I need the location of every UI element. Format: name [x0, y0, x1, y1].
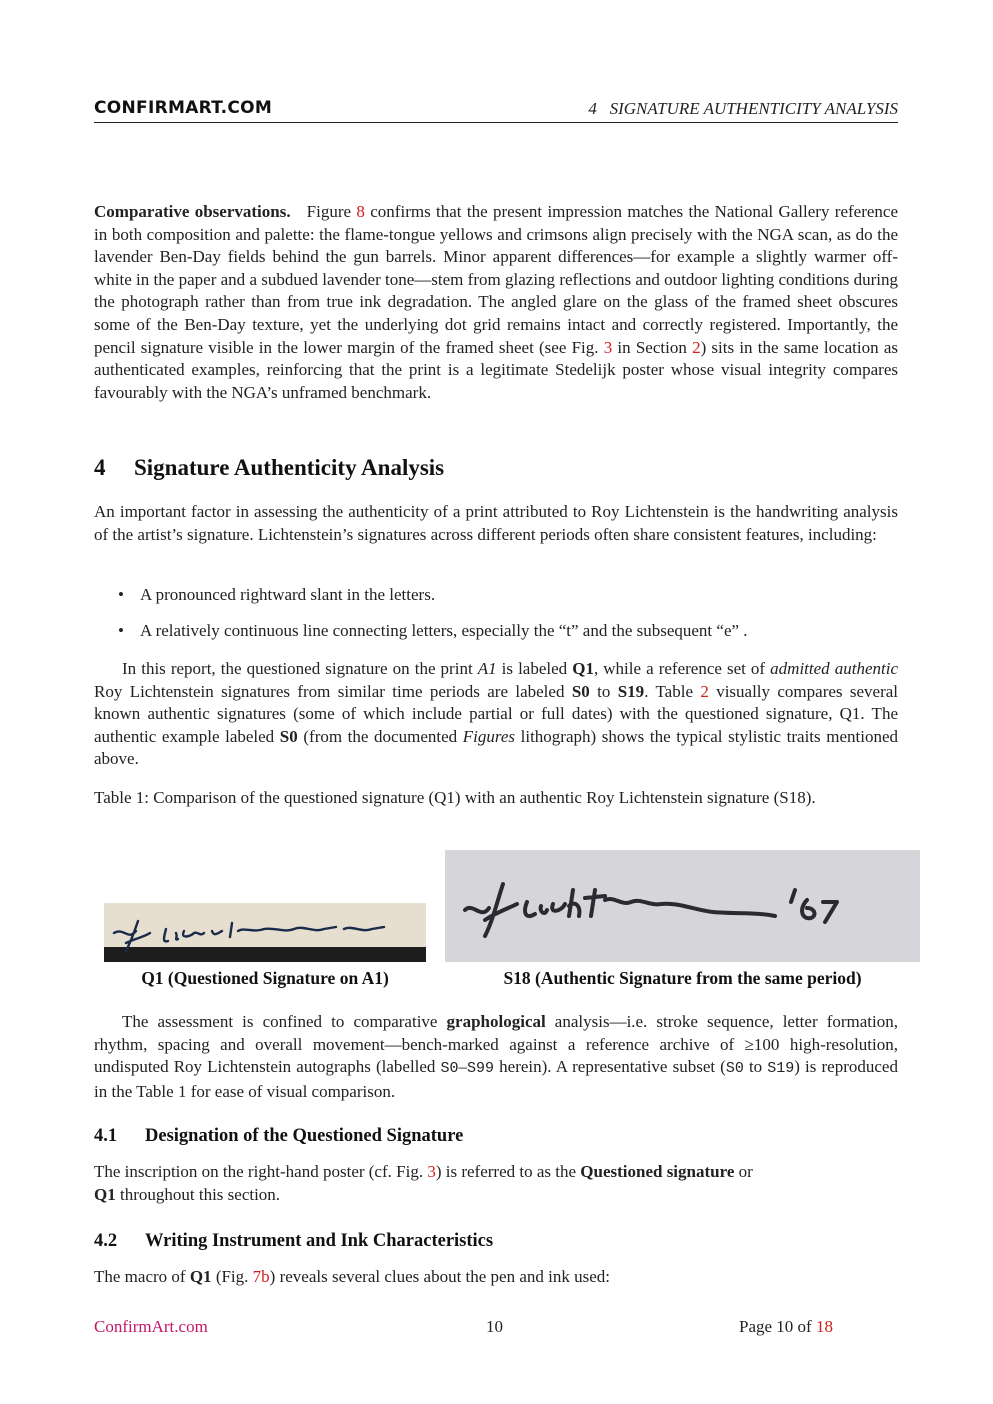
section-number: 4 — [94, 455, 106, 480]
figure-ref-link[interactable]: 8 — [356, 202, 365, 221]
s0-label: S0 — [571, 681, 590, 701]
code-label: S0 — [725, 1060, 744, 1078]
table-caption: Table 1: Comparison of the questioned signature (Q1) with an authentic Roy Lichtenstein signature (S18). — [94, 788, 816, 807]
footer-page-number: 10 — [486, 1317, 503, 1336]
subsection-number: 4.1 — [94, 1126, 118, 1146]
text: ) reveals several clues about the pen and ink used: — [269, 1267, 611, 1286]
running-header: 4 SIGNATURE AUTHENTICITY ANALYSIS — [588, 99, 898, 118]
emphasis: Q1 — [189, 1267, 212, 1286]
code-label: S19 — [767, 1060, 795, 1078]
text: (Fig. — [211, 1267, 253, 1286]
text: lithograph) shows the typical stylistic traits mentioned above. — [94, 726, 899, 769]
site-logo: CONFIRMART.COM — [94, 98, 273, 118]
figure-ref-link[interactable]: 3 — [427, 1162, 436, 1181]
text: , while a reference set of — [593, 659, 771, 678]
text: ) sits in the same location as authenticated examples, reinforcing that the print is a legitimate Stedelijk poster whose visual integrity compares favourably with the NGA’s unframed benchmark. — [94, 337, 898, 402]
subsection-number: 4.2 — [94, 1231, 118, 1251]
subsection-heading — [94, 1231, 493, 1252]
figure-ref-link[interactable]: 3 — [603, 337, 613, 357]
section-ref-link[interactable]: 2 — [692, 337, 701, 357]
section-title: Signature Authenticity Analysis — [134, 455, 445, 480]
list-item-text: A relatively continuous line connecting letters, especially the “t” and the subsequent “e” . — [140, 621, 748, 640]
last-page-link[interactable]: 18 — [815, 1317, 833, 1336]
text: Figure — [306, 202, 357, 221]
authentic-signature-image — [445, 850, 920, 962]
emphasis: Figures — [462, 726, 516, 746]
footer-page-count — [739, 1317, 833, 1337]
list-item — [118, 585, 898, 605]
s0-label: S0 — [279, 726, 298, 746]
paragraph-lead: Comparative observations. — [94, 202, 291, 221]
list-item-text: A pronounced rightward slant in the letters. — [140, 585, 436, 604]
ink-paragraph — [94, 1266, 898, 1289]
text: . Table — [644, 681, 701, 701]
text: to — [589, 681, 618, 701]
text: The macro of — [94, 1267, 190, 1286]
print-label: A1 — [477, 659, 497, 678]
s19-label: S19 — [617, 681, 645, 701]
text: Page 10 of — [739, 1317, 816, 1336]
figure-ref-link[interactable]: 7b — [252, 1267, 270, 1286]
text: Roy Lichtenstein signatures from similar time periods are labeled — [94, 681, 572, 701]
text: confirms that the present impression matches the National Gallery reference in both composition and palette: the flame-tongue yellows and crimsons align precisely with the NGA scan, as do the lavender Ben-Day fields behind the gun barrels. Minor apparent differences—for example a slightly warmer off-white in the paper and a subdued lavender tone—stem from glazing reflections and outdoor lighting conditions during the photograph rather than from true ink degradation. The angled glare on the glass of the framed sheet obscures some of the Ben-Day texture, yet the underlying dot grid remains intact and correctly registered. Importantly, the pencil signature visible in the lower margin of the framed sheet (see Fig. — [94, 202, 899, 357]
text: – — [458, 1057, 468, 1077]
labels-paragraph — [94, 658, 898, 771]
text: The inscription on the right-hand poster (cf. Fig. — [94, 1162, 428, 1181]
signature-scrawl-s18 — [445, 850, 920, 962]
text: or — [734, 1162, 753, 1181]
table-ref-link[interactable]: 2 — [700, 681, 709, 701]
text: herein). A representative subset ( — [494, 1057, 726, 1077]
emphasis: Questioned signature — [580, 1162, 735, 1181]
bullet-icon: • — [118, 621, 124, 640]
text: is labeled — [496, 659, 573, 678]
bullet-icon: • — [118, 585, 124, 604]
questioned-signature-image — [104, 903, 426, 962]
footer-site-link[interactable]: ConfirmArt.com — [94, 1317, 208, 1336]
comparative-paragraph — [94, 201, 898, 404]
intro-paragraph: An important factor in assessing the authenticity of a print attributed to Roy Lichtenstein is the handwriting analysis of the artist’s signature. Lichtenstein’s signatures across different periods often share consistent features, including: — [94, 502, 898, 544]
signature-scrawl-q1 — [104, 903, 426, 962]
text: ) is reproduced in the Table 1 for ease of visual comparison. — [94, 1057, 898, 1101]
text: ) is referred to as the — [435, 1162, 581, 1181]
subsection-title: Designation of the Questioned Signature — [145, 1126, 464, 1146]
text: in Section — [612, 337, 693, 357]
text: The assessment is confined to comparative — [122, 1012, 447, 1031]
code-label: S0 — [440, 1060, 459, 1078]
text: In this report, the questioned signature on the print — [122, 659, 478, 678]
text: (from the documented — [297, 726, 463, 746]
questioned-signature-caption: Q1 (Questioned Signature on A1) — [141, 968, 389, 988]
subsection-title: Writing Instrument and Ink Characteristics — [145, 1231, 494, 1251]
designation-paragraph — [94, 1161, 898, 1206]
emphasis: admitted authentic — [770, 659, 898, 678]
section-heading — [94, 455, 444, 481]
text: to — [743, 1057, 768, 1077]
subsection-heading — [94, 1126, 463, 1147]
emphasis: Q1 — [94, 1184, 116, 1204]
text: analysis—i.e. stroke sequence, letter formation, rhythm, spacing and overall movement—bench-marked against a reference archive of ≥100 high-resolution, undisputed Roy Lichtenstein autographs (labelled — [94, 1012, 898, 1077]
authentic-signature-caption: S18 (Authentic Signature from the same period) — [503, 968, 862, 988]
emphasis: graphological — [446, 1012, 546, 1031]
q1-label: Q1 — [572, 659, 594, 678]
code-label: S99 — [467, 1060, 495, 1078]
header-rule — [94, 122, 898, 123]
list-item — [118, 621, 898, 641]
text: throughout this section. — [115, 1184, 281, 1204]
text: visually compares several known authentic signatures (some of which include partial or full dates) with the questioned signature, Q1. The authentic example labeled — [94, 681, 898, 746]
assessment-paragraph — [94, 1011, 898, 1103]
